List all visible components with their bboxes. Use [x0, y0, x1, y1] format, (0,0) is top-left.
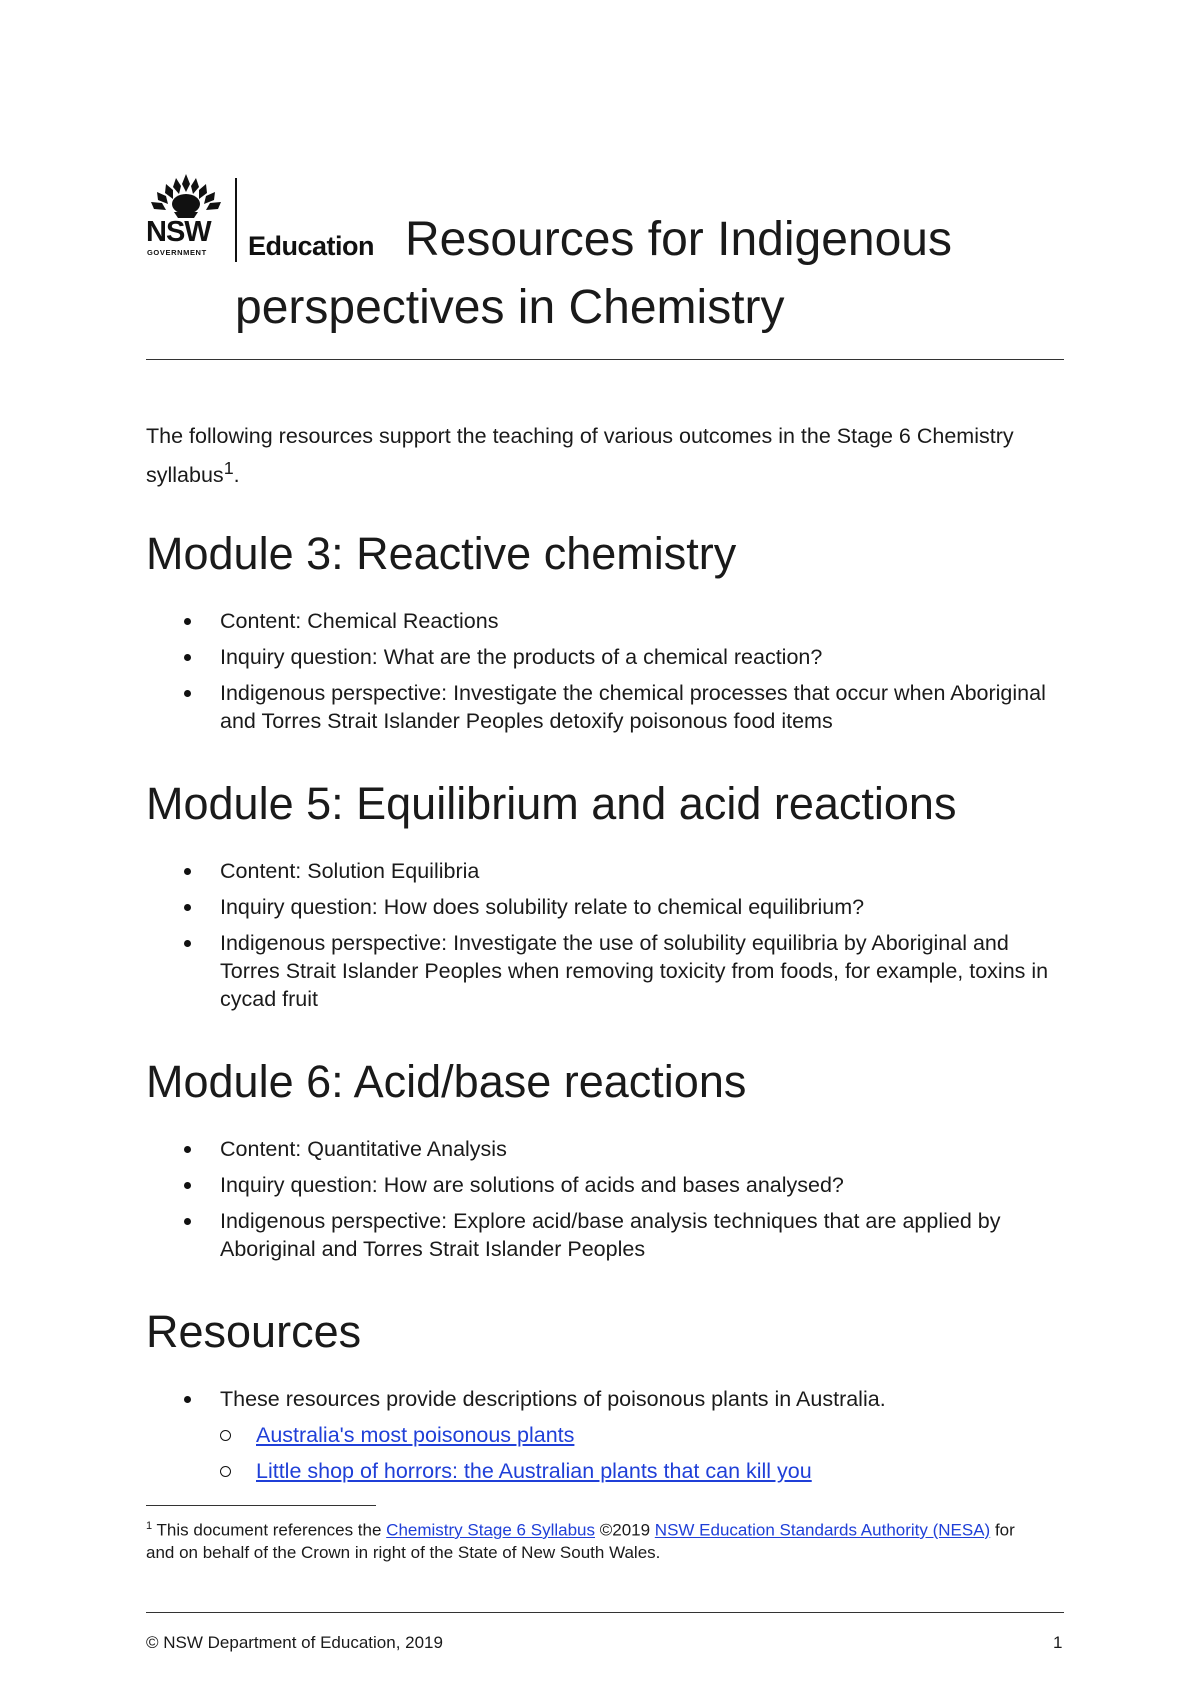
list-item: [146, 1207, 1066, 1263]
bullet-icon: [184, 1146, 191, 1153]
list-item-text: Content: Chemical Reactions: [220, 609, 499, 633]
list-item-text: Content: Solution Equilibria: [220, 859, 480, 883]
resources-heading: Resources: [146, 1306, 362, 1357]
government-wordmark: GOVERNMENT: [147, 248, 207, 257]
resources-links: [220, 1421, 1066, 1485]
list-item: [146, 1171, 1066, 1199]
list-item: [146, 929, 1066, 1013]
bullet-icon: [184, 1182, 191, 1189]
module-6-heading: Module 6: Acid/base reactions: [146, 1056, 747, 1107]
resources-list: [146, 1385, 1066, 1493]
bullet-icon: [184, 940, 191, 947]
list-item: [146, 893, 1066, 921]
footnote-divider: [146, 1505, 376, 1506]
module-5-list: [146, 857, 1066, 1021]
sub-list-item: [220, 1457, 1066, 1485]
list-item: [146, 679, 1066, 735]
module-6-list: [146, 1135, 1066, 1271]
footnote-reference[interactable]: 1: [223, 458, 234, 478]
page-number: 1: [1053, 1633, 1063, 1652]
education-wordmark: Education: [248, 231, 375, 261]
list-item: [146, 1135, 1066, 1163]
bullet-icon: [184, 618, 191, 625]
shop-of-horrors-link[interactable]: Little shop of horrors: the Australian plants that can kill you: [256, 1459, 812, 1483]
intro-end: .: [233, 463, 240, 488]
list-item-text: Indigenous perspective: Investigate the chemical processes that occur when Aboriginal and Torres Strait Islander Peoples detoxify poisonous food items: [220, 681, 1046, 733]
waratah-icon: [146, 172, 226, 218]
list-item: [146, 607, 1066, 635]
list-item-text: Inquiry question: How does solubility relate to chemical equilibrium?: [220, 895, 865, 919]
footnote-text: ©2019: [595, 1520, 655, 1540]
list-item: [146, 1385, 1066, 1485]
circle-bullet-icon: [220, 1466, 231, 1477]
intro-text: The following resources support the teaching of various outcomes in the Stage 6 Chemistry syllabus: [146, 424, 1014, 488]
footnote: [146, 1515, 1026, 1564]
document-title: Resources for Indigenous perspectives in Chemistry: [235, 213, 952, 334]
bullet-icon: [184, 1218, 191, 1225]
list-item-text: Indigenous perspective: Explore acid/base analysis techniques that are applied by Aboriginal and Torres Strait Islander Peoples: [220, 1209, 1001, 1261]
list-item-text: These resources provide descriptions of poisonous plants in Australia.: [220, 1387, 886, 1411]
module-3-list: [146, 607, 1066, 743]
list-item-text: Inquiry question: What are the products of a chemical reaction?: [220, 645, 823, 669]
module-3-heading: Module 3: Reactive chemistry: [146, 528, 737, 579]
bullet-icon: [184, 654, 191, 661]
title-divider: [146, 359, 1064, 360]
bullet-icon: [184, 868, 191, 875]
list-item: [146, 857, 1066, 885]
nesa-link[interactable]: NSW Education Standards Authority (NESA): [654, 1520, 991, 1540]
nsw-wordmark: NSW: [146, 216, 211, 248]
intro-paragraph: [146, 420, 1046, 491]
module-5-heading: Module 5: Equilibrium and acid reactions: [146, 778, 957, 829]
sub-list-item: [220, 1421, 1066, 1449]
bullet-icon: [184, 1396, 191, 1403]
circle-bullet-icon: [220, 1430, 231, 1441]
syllabus-link[interactable]: Chemistry Stage 6 Syllabus: [386, 1520, 595, 1540]
bullet-icon: [184, 904, 191, 911]
bullet-icon: [184, 690, 191, 697]
list-item-text: Indigenous perspective: Investigate the use of solubility equilibria by Aboriginal and Torres Strait Islander Peoples when removing toxicity from foods, for example, toxins in cycad fruit: [220, 931, 1049, 1011]
list-item: [146, 643, 1066, 671]
list-item-text: Content: Quantitative Analysis: [220, 1137, 507, 1161]
footnote-marker: 1: [146, 1520, 153, 1532]
footer-copyright: © NSW Department of Education, 2019: [146, 1633, 443, 1652]
footer-divider: [146, 1612, 1064, 1613]
list-item-text: Inquiry question: How are solutions of acids and bases analysed?: [220, 1173, 844, 1197]
footnote-text: This document references the: [152, 1520, 387, 1540]
poisonous-plants-link[interactable]: Australia's most poisonous plants: [256, 1423, 575, 1447]
footnote-text: for and on behalf of the Crown in right of the State of New South Wales.: [146, 1520, 1015, 1562]
